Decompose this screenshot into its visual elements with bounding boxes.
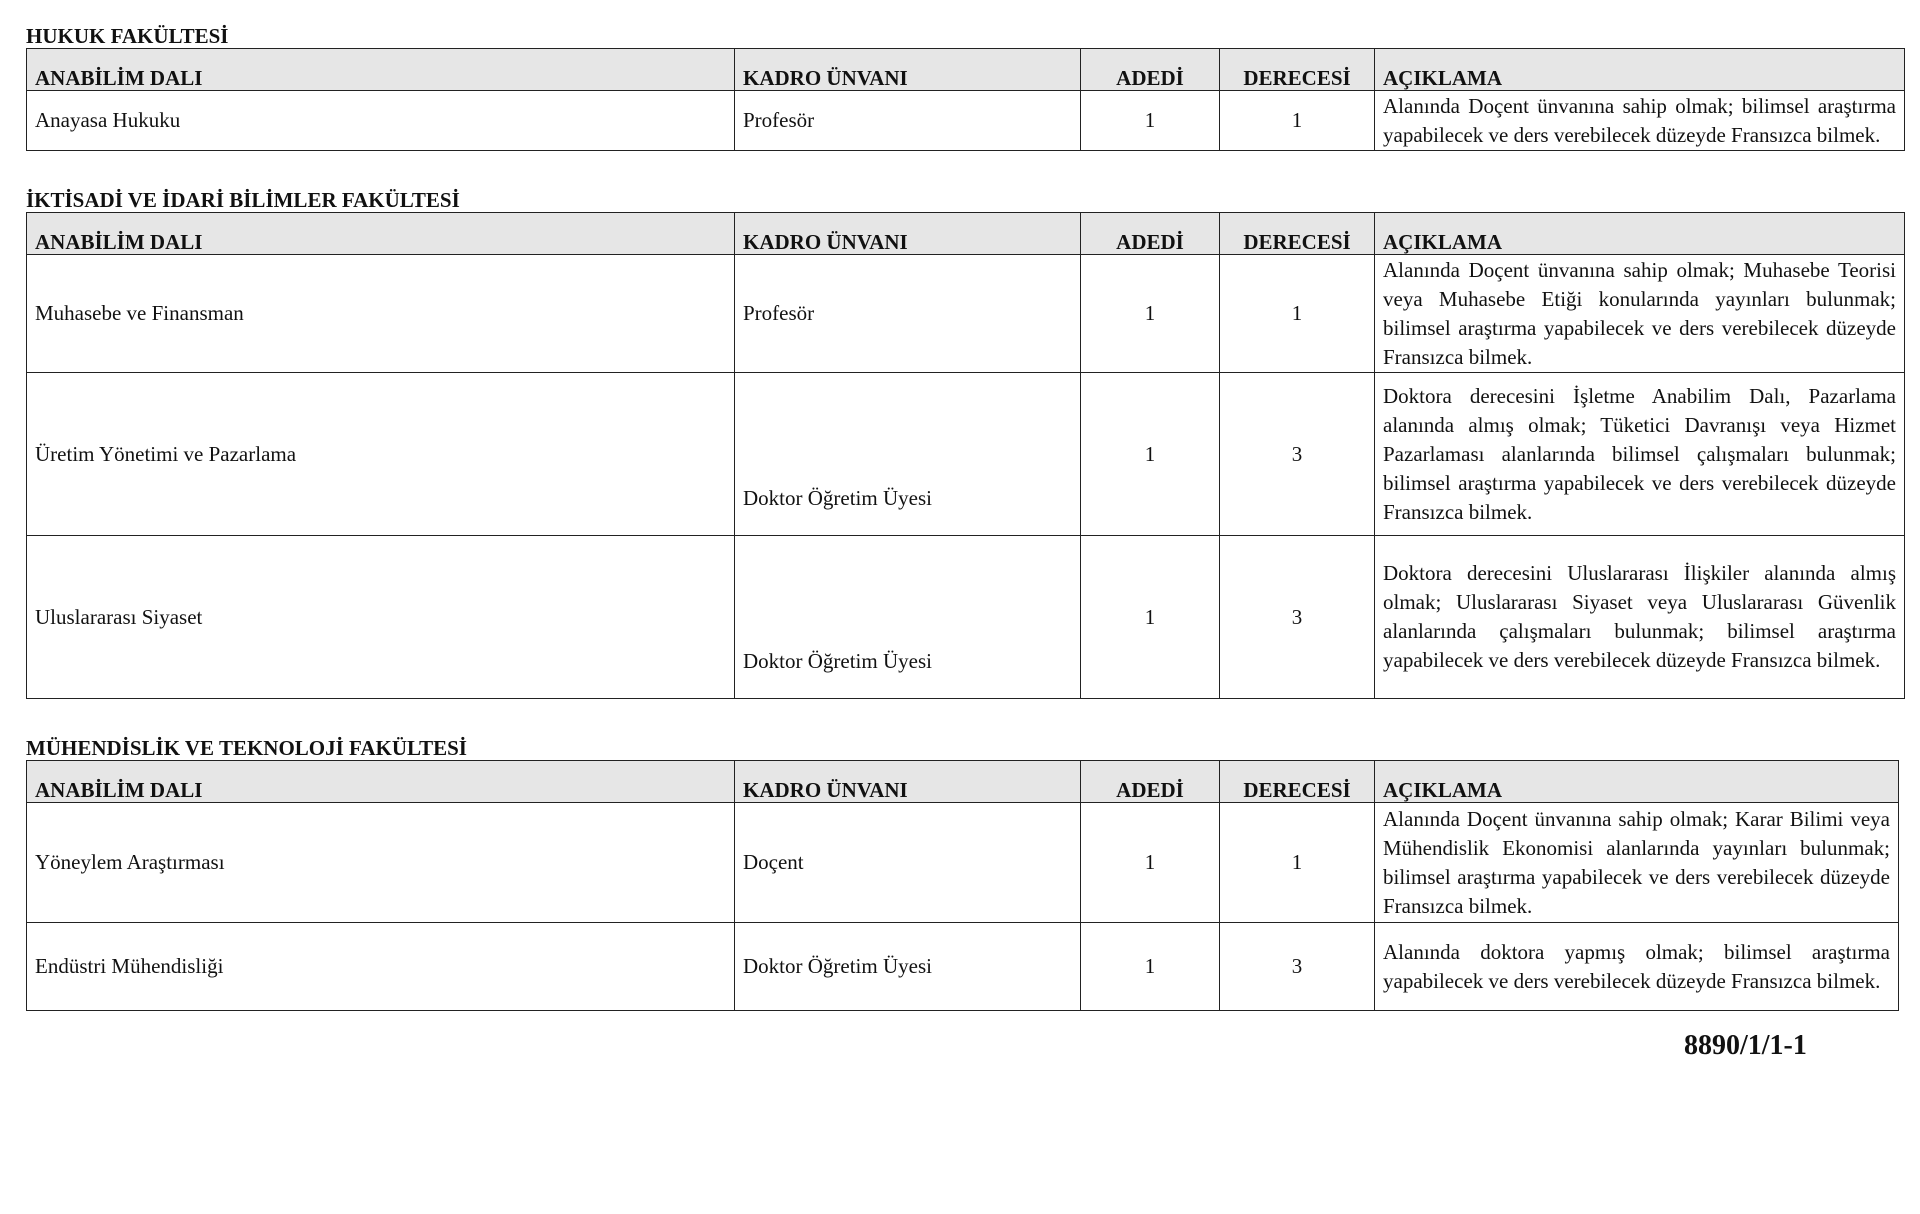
section-title: MÜHENDİSLİK VE TEKNOLOJİ FAKÜLTESİ (26, 736, 467, 760)
count-cell: 1 (1081, 91, 1220, 151)
degree-cell: 1 (1220, 803, 1375, 923)
table-row (27, 803, 1899, 923)
header-title: KADRO ÜNVANI (735, 213, 1081, 255)
header-desc: AÇIKLAMA (1375, 213, 1905, 255)
degree-cell: 1 (1220, 255, 1375, 373)
title-cell: Doktor Öğretim Üyesi (735, 373, 1081, 536)
positions-table (26, 48, 1905, 151)
table-row (27, 255, 1905, 373)
header-title: KADRO ÜNVANI (735, 49, 1081, 91)
desc-cell: Alanında Doçent ünvanına sahip olmak; Muhasebe Teorisi veya Muhasebe Etiği konularında yayınları bulunmak; bilimsel araştırma yapabilecek ve ders verebilecek düzeyde Fransızca bilmek. (1375, 255, 1905, 373)
count-cell: 1 (1081, 255, 1220, 373)
desc-cell: Alanında Doçent ünvanına sahip olmak; bilimsel araştırma yapabilecek ve ders verebilecek düzeyde Fransızca bilmek. (1375, 91, 1905, 151)
desc-cell: Alanında doktora yapmış olmak; bilimsel araştırma yapabilecek ve ders verebilecek düzeyde Fransızca bilmek. (1375, 923, 1899, 1011)
dept-cell: Üretim Yönetimi ve Pazarlama (27, 373, 735, 536)
degree-cell: 3 (1220, 373, 1375, 536)
section-title: İKTİSADİ VE İDARİ BİLİMLER FAKÜLTESİ (26, 188, 460, 212)
table-header-row (27, 761, 1899, 803)
section-muhendislik (26, 736, 1899, 1011)
count-cell: 1 (1081, 923, 1220, 1011)
title-cell: Profesör (735, 255, 1081, 373)
header-title: KADRO ÜNVANI (735, 761, 1081, 803)
header-desc: AÇIKLAMA (1375, 761, 1899, 803)
section-title: HUKUK FAKÜLTESİ (26, 24, 229, 48)
header-count: ADEDİ (1081, 49, 1220, 91)
table-header-row (27, 213, 1905, 255)
positions-table (26, 212, 1905, 699)
degree-cell: 1 (1220, 91, 1375, 151)
title-cell: Doçent (735, 803, 1081, 923)
header-degree: DERECESİ (1220, 761, 1375, 803)
header-degree: DERECESİ (1220, 213, 1375, 255)
title-cell: Doktor Öğretim Üyesi (735, 923, 1081, 1011)
desc-cell: Alanında Doçent ünvanına sahip olmak; Karar Bilimi veya Mühendislik Ekonomisi alanlarında yayınları bulunmak; bilimsel araştırma yapabilecek ve ders verebilecek düzeyde Fransızca bilmek. (1375, 803, 1899, 923)
title-cell: Doktor Öğretim Üyesi (735, 536, 1081, 699)
desc-cell: Doktora derecesini İşletme Anabilim Dalı, Pazarlama alanında almış olmak; Tüketici Davranışı veya Hizmet Pazarlaması alanlarında bilimsel çalışmaları bulunmak; bilimsel araştırma yapabilecek ve ders verebilecek düzeyde Fransızca bilmek. (1375, 373, 1905, 536)
table-row (27, 91, 1905, 151)
header-dept: ANABİLİM DALI (27, 213, 735, 255)
table-row (27, 373, 1905, 536)
section-iktisadi (26, 188, 1905, 699)
header-dept: ANABİLİM DALI (27, 761, 735, 803)
desc-cell: Doktora derecesini Uluslararası İlişkiler alanında almış olmak; Uluslararası Siyaset veya Uluslararası Güvenlik alanlarında çalışmaları bulunmak; bilimsel araştırma yapabilecek ve ders verebilecek düzeyde Fransızca bilmek. (1375, 536, 1905, 699)
dept-cell: Anayasa Hukuku (27, 91, 735, 151)
page-number: 8890/1/1-1 (1684, 1030, 1807, 1061)
header-count: ADEDİ (1081, 213, 1220, 255)
count-cell: 1 (1081, 536, 1220, 699)
header-desc: AÇIKLAMA (1375, 49, 1905, 91)
table-header-row (27, 49, 1905, 91)
dept-cell: Yöneylem Araştırması (27, 803, 735, 923)
count-cell: 1 (1081, 373, 1220, 536)
dept-cell: Endüstri Mühendisliği (27, 923, 735, 1011)
table-row (27, 923, 1899, 1011)
header-dept: ANABİLİM DALI (27, 49, 735, 91)
header-degree: DERECESİ (1220, 49, 1375, 91)
count-cell: 1 (1081, 803, 1220, 923)
degree-cell: 3 (1220, 536, 1375, 699)
positions-table (26, 760, 1899, 1011)
dept-cell: Uluslararası Siyaset (27, 536, 735, 699)
degree-cell: 3 (1220, 923, 1375, 1011)
table-row (27, 536, 1905, 699)
dept-cell: Muhasebe ve Finansman (27, 255, 735, 373)
header-count: ADEDİ (1081, 761, 1220, 803)
title-cell: Profesör (735, 91, 1081, 151)
section-hukuk (26, 24, 1905, 151)
